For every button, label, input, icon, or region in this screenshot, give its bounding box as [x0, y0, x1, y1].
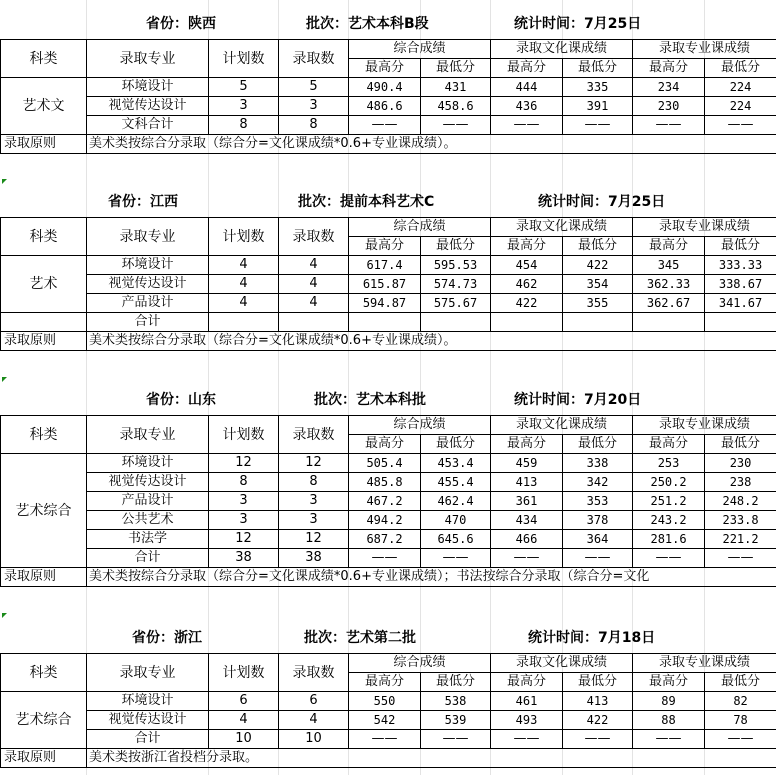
major-min-cell: 224	[705, 78, 776, 97]
rule-text: 美术类按综合分录取（综合分=文化课成绩*0.6+专业课成绩）；书法按综合分录取（综合分=文化	[87, 568, 776, 587]
header-max: 最高分	[349, 673, 421, 692]
admission-table	[0, 39, 776, 154]
header-category: 科类	[1, 218, 87, 256]
major-cell: 环境设计	[87, 78, 209, 97]
header-min: 最低分	[563, 673, 633, 692]
time-label: 统计时间：7月25日	[514, 16, 642, 32]
total-min-cell: 458.6	[421, 97, 491, 116]
batch-label: 批次：艺术第二批	[304, 630, 416, 646]
admit-cell: 4	[279, 294, 349, 313]
total-min-cell: 455.4	[421, 473, 491, 492]
major-cell: 合计	[87, 730, 209, 749]
major-min-cell: ——	[705, 730, 776, 749]
total-min-cell: 645.6	[421, 530, 491, 549]
major-cell: 产品设计	[87, 294, 209, 313]
admit-cell: 3	[279, 511, 349, 530]
admit-cell: 5	[279, 78, 349, 97]
admit-cell: 10	[279, 730, 349, 749]
header-min: 最低分	[421, 673, 491, 692]
admit-cell: 12	[279, 454, 349, 473]
major-min-cell: 82	[705, 692, 776, 711]
culture-min-cell: ——	[563, 116, 633, 135]
culture-max-cell: 462	[491, 275, 563, 294]
header-max: 最高分	[633, 435, 705, 454]
rule-label: 录取原则	[1, 332, 87, 351]
header-admit: 录取数	[279, 654, 349, 692]
header-plan: 计划数	[209, 218, 279, 256]
plan-cell: 5	[209, 78, 279, 97]
rule-label: 录取原则	[1, 135, 87, 154]
major-cell: 视觉传达设计	[87, 275, 209, 294]
culture-min-cell: 422	[563, 256, 633, 275]
major-min-cell	[705, 313, 776, 332]
admit-cell	[279, 313, 349, 332]
header-min: 最低分	[421, 435, 491, 454]
admission-table	[0, 653, 776, 768]
header-major: 录取专业	[87, 218, 209, 256]
major-cell: 环境设计	[87, 256, 209, 275]
province-label: 省份：浙江	[132, 630, 202, 646]
header-min: 最低分	[705, 59, 776, 78]
admission-table	[0, 217, 776, 351]
header-major-score: 录取专业课成绩	[633, 416, 776, 435]
header-admit: 录取数	[279, 40, 349, 78]
rule-text: 美术类按综合分录取（综合分=文化课成绩*0.6+专业课成绩）。	[87, 332, 776, 351]
admit-cell: 3	[279, 492, 349, 511]
header-min: 最低分	[421, 237, 491, 256]
culture-max-cell: 454	[491, 256, 563, 275]
total-min-cell: 470	[421, 511, 491, 530]
header-major: 录取专业	[87, 416, 209, 454]
header-max: 最高分	[349, 59, 421, 78]
major-min-cell: 338.67	[705, 275, 776, 294]
header-max: 最高分	[633, 59, 705, 78]
header-major: 录取专业	[87, 40, 209, 78]
major-cell: 书法学	[87, 530, 209, 549]
total-max-cell: 542	[349, 711, 421, 730]
admission-table	[0, 415, 776, 587]
total-min-cell: 538	[421, 692, 491, 711]
header-max: 最高分	[491, 237, 563, 256]
admit-cell: 12	[279, 530, 349, 549]
culture-max-cell: ——	[491, 116, 563, 135]
province-label: 省份：山东	[146, 392, 216, 408]
total-max-cell: 467.2	[349, 492, 421, 511]
header-min: 最低分	[421, 59, 491, 78]
plan-cell: 3	[209, 492, 279, 511]
total-min-cell: 595.53	[421, 256, 491, 275]
major-min-cell: 238	[705, 473, 776, 492]
major-min-cell: 78	[705, 711, 776, 730]
culture-max-cell: 361	[491, 492, 563, 511]
header-major-score: 录取专业课成绩	[633, 218, 776, 237]
culture-min-cell: 413	[563, 692, 633, 711]
section-header	[0, 2, 776, 40]
major-cell: 产品设计	[87, 492, 209, 511]
total-min-cell: 462.4	[421, 492, 491, 511]
major-min-cell: 224	[705, 97, 776, 116]
total-min-cell: 575.67	[421, 294, 491, 313]
section-header	[0, 378, 776, 416]
admit-cell: 8	[279, 116, 349, 135]
culture-max-cell: 422	[491, 294, 563, 313]
major-cell: 视觉传达设计	[87, 97, 209, 116]
header-max: 最高分	[349, 237, 421, 256]
header-max: 最高分	[491, 59, 563, 78]
total-min-cell: ——	[421, 549, 491, 568]
major-max-cell: 230	[633, 97, 705, 116]
admit-cell: 6	[279, 692, 349, 711]
major-max-cell: 234	[633, 78, 705, 97]
culture-max-cell: 444	[491, 78, 563, 97]
total-min-cell	[421, 313, 491, 332]
plan-cell: 6	[209, 692, 279, 711]
culture-min-cell: ——	[563, 730, 633, 749]
culture-min-cell: ——	[563, 549, 633, 568]
total-min-cell: 453.4	[421, 454, 491, 473]
total-max-cell: 505.4	[349, 454, 421, 473]
culture-min-cell: 355	[563, 294, 633, 313]
culture-max-cell: ——	[491, 730, 563, 749]
header-plan: 计划数	[209, 416, 279, 454]
major-cell: 文科合计	[87, 116, 209, 135]
total-max-cell: 617.4	[349, 256, 421, 275]
culture-max-cell: 461	[491, 692, 563, 711]
header-culture-score: 录取文化课成绩	[491, 40, 633, 59]
major-max-cell: 251.2	[633, 492, 705, 511]
header-culture-score: 录取文化课成绩	[491, 218, 633, 237]
section-header	[0, 616, 776, 654]
admit-cell: 38	[279, 549, 349, 568]
section-header	[0, 180, 776, 218]
category-cell: 艺术综合	[1, 692, 87, 749]
time-label: 统计时间：7月18日	[528, 630, 656, 646]
plan-cell: 8	[209, 116, 279, 135]
plan-cell: 3	[209, 97, 279, 116]
culture-min-cell	[563, 313, 633, 332]
plan-cell: 12	[209, 530, 279, 549]
major-cell: 合计	[87, 313, 209, 332]
header-min: 最低分	[705, 435, 776, 454]
header-culture-score: 录取文化课成绩	[491, 654, 633, 673]
header-min: 最低分	[705, 673, 776, 692]
culture-min-cell: 378	[563, 511, 633, 530]
header-plan: 计划数	[209, 654, 279, 692]
total-min-cell: 574.73	[421, 275, 491, 294]
plan-cell: 4	[209, 275, 279, 294]
plan-cell: 10	[209, 730, 279, 749]
culture-min-cell: 364	[563, 530, 633, 549]
total-min-cell: ——	[421, 730, 491, 749]
major-cell: 合计	[87, 549, 209, 568]
header-total-score: 综合成绩	[349, 218, 491, 237]
header-major-score: 录取专业课成绩	[633, 40, 776, 59]
total-max-cell: 550	[349, 692, 421, 711]
batch-label: 批次：艺术本科批	[314, 392, 426, 408]
total-min-cell: 431	[421, 78, 491, 97]
culture-min-cell: 353	[563, 492, 633, 511]
header-max: 最高分	[633, 673, 705, 692]
header-category: 科类	[1, 40, 87, 78]
major-max-cell: 250.2	[633, 473, 705, 492]
major-min-cell: 221.2	[705, 530, 776, 549]
major-min-cell: 248.2	[705, 492, 776, 511]
total-max-cell: 615.87	[349, 275, 421, 294]
culture-min-cell: 335	[563, 78, 633, 97]
major-cell: 视觉传达设计	[87, 473, 209, 492]
header-total-score: 综合成绩	[349, 40, 491, 59]
batch-label: 批次：艺术本科B段	[306, 16, 429, 32]
major-max-cell: 89	[633, 692, 705, 711]
culture-max-cell: 459	[491, 454, 563, 473]
admit-cell: 8	[279, 473, 349, 492]
culture-min-cell: 342	[563, 473, 633, 492]
major-cell: 环境设计	[87, 692, 209, 711]
major-max-cell: 345	[633, 256, 705, 275]
plan-cell: 12	[209, 454, 279, 473]
category-cell: 艺术	[1, 256, 87, 313]
total-min-cell: 539	[421, 711, 491, 730]
major-max-cell: ——	[633, 549, 705, 568]
major-max-cell: 362.33	[633, 275, 705, 294]
header-major: 录取专业	[87, 654, 209, 692]
culture-min-cell: 354	[563, 275, 633, 294]
total-max-cell: 485.8	[349, 473, 421, 492]
header-max: 最高分	[491, 673, 563, 692]
admit-cell: 4	[279, 711, 349, 730]
header-max: 最高分	[633, 237, 705, 256]
culture-min-cell: 391	[563, 97, 633, 116]
major-cell: 公共艺术	[87, 511, 209, 530]
major-min-cell: ——	[705, 549, 776, 568]
blank-cell	[1, 313, 87, 332]
rule-label: 录取原则	[1, 568, 87, 587]
header-major-score: 录取专业课成绩	[633, 654, 776, 673]
header-plan: 计划数	[209, 40, 279, 78]
major-cell: 环境设计	[87, 454, 209, 473]
total-max-cell: 687.2	[349, 530, 421, 549]
plan-cell: 4	[209, 294, 279, 313]
header-category: 科类	[1, 416, 87, 454]
culture-min-cell: 422	[563, 711, 633, 730]
rule-label: 录取原则	[1, 749, 87, 768]
header-max: 最高分	[349, 435, 421, 454]
rule-text: 美术类按综合分录取（综合分=文化课成绩*0.6+专业课成绩）。	[87, 135, 776, 154]
total-max-cell: 490.4	[349, 78, 421, 97]
major-min-cell: 333.33	[705, 256, 776, 275]
total-max-cell: ——	[349, 730, 421, 749]
total-max-cell: 494.2	[349, 511, 421, 530]
admit-cell: 3	[279, 97, 349, 116]
total-max-cell: 594.87	[349, 294, 421, 313]
plan-cell: 4	[209, 256, 279, 275]
culture-max-cell: ——	[491, 549, 563, 568]
culture-max-cell: 434	[491, 511, 563, 530]
plan-cell: 8	[209, 473, 279, 492]
major-max-cell	[633, 313, 705, 332]
header-total-score: 综合成绩	[349, 416, 491, 435]
culture-min-cell: 338	[563, 454, 633, 473]
total-min-cell: ——	[421, 116, 491, 135]
header-min: 最低分	[705, 237, 776, 256]
major-max-cell: ——	[633, 730, 705, 749]
time-label: 统计时间：7月20日	[514, 392, 642, 408]
header-admit: 录取数	[279, 218, 349, 256]
admit-cell: 4	[279, 256, 349, 275]
header-culture-score: 录取文化课成绩	[491, 416, 633, 435]
total-max-cell: ——	[349, 549, 421, 568]
major-cell: 视觉传达设计	[87, 711, 209, 730]
major-min-cell: ——	[705, 116, 776, 135]
admit-cell: 4	[279, 275, 349, 294]
total-max-cell: ——	[349, 116, 421, 135]
major-max-cell: 243.2	[633, 511, 705, 530]
culture-max-cell: 466	[491, 530, 563, 549]
plan-cell: 4	[209, 711, 279, 730]
time-label: 统计时间：7月25日	[538, 194, 666, 210]
major-min-cell: 341.67	[705, 294, 776, 313]
total-max-cell: 486.6	[349, 97, 421, 116]
header-admit: 录取数	[279, 416, 349, 454]
culture-max-cell: 436	[491, 97, 563, 116]
header-min: 最低分	[563, 237, 633, 256]
culture-max-cell: 493	[491, 711, 563, 730]
header-total-score: 综合成绩	[349, 654, 491, 673]
major-min-cell: 233.8	[705, 511, 776, 530]
plan-cell	[209, 313, 279, 332]
category-cell: 艺术综合	[1, 454, 87, 568]
major-max-cell: ——	[633, 116, 705, 135]
header-min: 最低分	[563, 59, 633, 78]
total-max-cell	[349, 313, 421, 332]
plan-cell: 38	[209, 549, 279, 568]
plan-cell: 3	[209, 511, 279, 530]
culture-max-cell: 413	[491, 473, 563, 492]
major-max-cell: 362.67	[633, 294, 705, 313]
header-min: 最低分	[563, 435, 633, 454]
major-min-cell: 230	[705, 454, 776, 473]
major-max-cell: 253	[633, 454, 705, 473]
province-label: 省份：陕西	[146, 16, 216, 32]
category-cell: 艺术文	[1, 78, 87, 135]
province-label: 省份：江西	[108, 194, 178, 210]
rule-text: 美术类按浙江省投档分录取。	[87, 749, 776, 768]
culture-max-cell	[491, 313, 563, 332]
header-category: 科类	[1, 654, 87, 692]
batch-label: 批次：提前本科艺术C	[298, 194, 435, 210]
major-max-cell: 88	[633, 711, 705, 730]
header-max: 最高分	[491, 435, 563, 454]
major-max-cell: 281.6	[633, 530, 705, 549]
